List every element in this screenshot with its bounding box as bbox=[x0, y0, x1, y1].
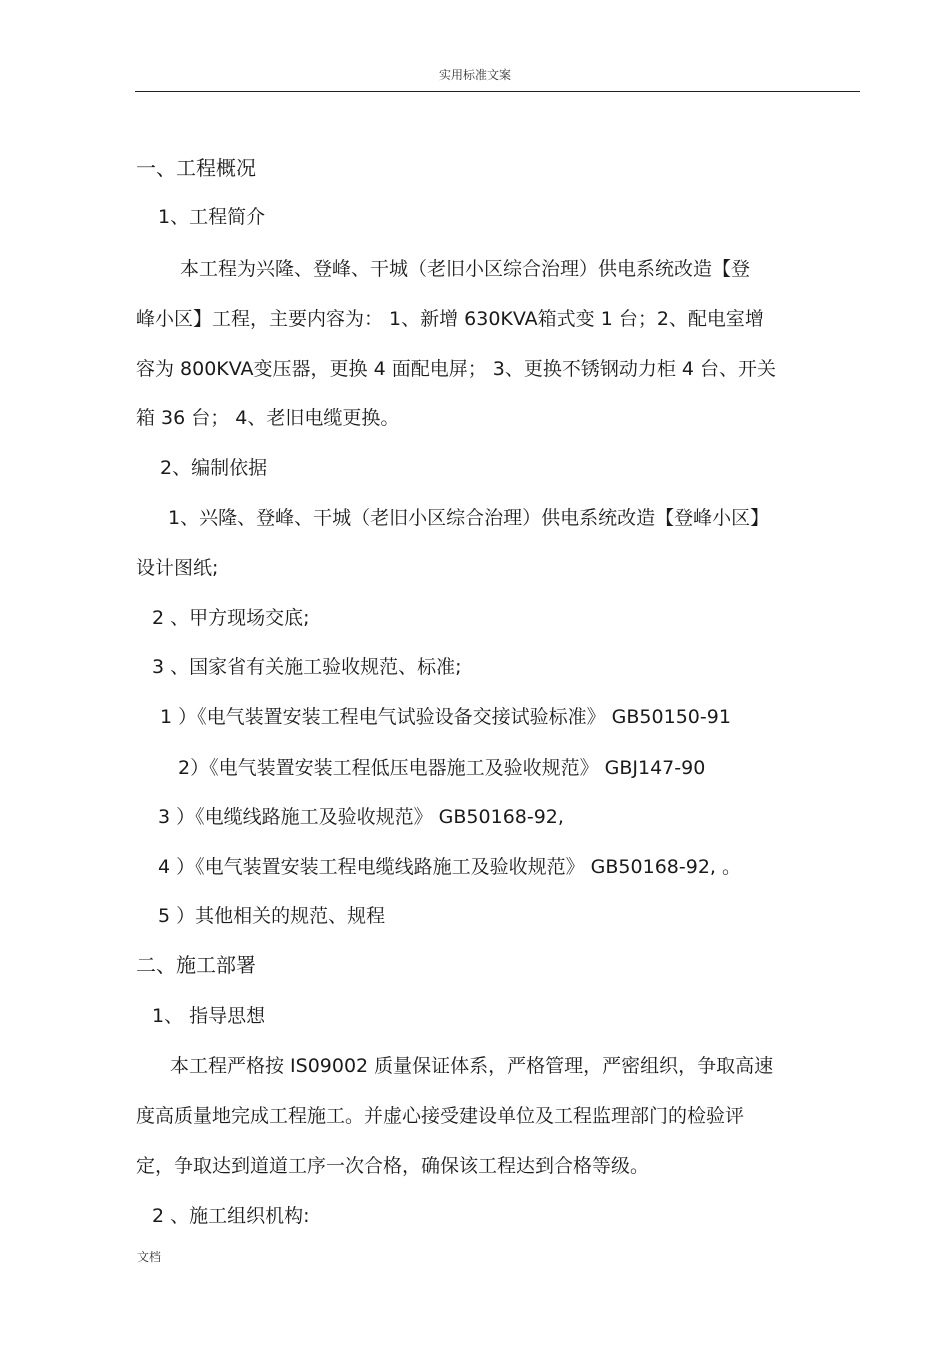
header-rule bbox=[135, 91, 860, 92]
subheading-project-intro: 1、工程简介 bbox=[158, 206, 266, 228]
paragraph-line: 峰小区】工程，主要内容为： 1、新增 630KVA箱式变 1 台；2、配电室增 bbox=[136, 308, 764, 330]
page-footer: 文档 bbox=[137, 1250, 162, 1264]
list-item: 3 、国家省有关施工验收规范、标准; bbox=[152, 656, 462, 678]
standard-item: 1 ）《电气装置安装工程电气试验设备交接试验标准》 GB50150-91 bbox=[160, 706, 731, 728]
paragraph-line: 本工程严格按 IS09002 质量保证体系，严格管理，严密组织，争取高速 bbox=[170, 1055, 774, 1077]
list-item: 1、兴隆、登峰、干城（老旧小区综合治理）供电系统改造【登峰小区】 bbox=[168, 507, 770, 529]
paragraph-line: 箱 36 台； 4、老旧电缆更换。 bbox=[136, 407, 400, 429]
paragraph-line: 本工程为兴隆、登峰、干城（老旧小区综合治理）供电系统改造【登 bbox=[180, 258, 751, 280]
paragraph-line: 定，争取达到道道工序一次合格，确保该工程达到合格等级。 bbox=[136, 1155, 650, 1177]
list-item: 2 、甲方现场交底; bbox=[152, 607, 310, 629]
paragraph-line: 容为 800KVA变压器，更换 4 面配电屏； 3、更换不锈钢动力柜 4 台、开关 bbox=[136, 358, 777, 380]
standard-item: 2）《电气装置安装工程低压电器施工及验收规范》 GBJ147-90 bbox=[178, 757, 706, 779]
section-heading-deployment: 二、施工部署 bbox=[136, 953, 256, 977]
list-item: 设计图纸; bbox=[136, 557, 219, 579]
paragraph-line: 度高质量地完成工程施工。并虚心接受建设单位及工程监理部门的检验评 bbox=[136, 1105, 745, 1127]
section-heading-overview: 一、工程概况 bbox=[136, 156, 256, 180]
subheading-guiding-idea: 1、 指导思想 bbox=[152, 1005, 266, 1027]
standard-item: 5 ）其他相关的规范、规程 bbox=[158, 905, 386, 927]
standard-item: 4 ）《电气装置安装工程电缆线路施工及验收规范》 GB50168-92, 。 bbox=[158, 856, 741, 878]
page-header: 实用标准文案 bbox=[438, 68, 511, 82]
subheading-organization: 2 、施工组织机构: bbox=[152, 1205, 310, 1227]
standard-item: 3 ）《电缆线路施工及验收规范》 GB50168-92, bbox=[158, 806, 564, 828]
subheading-basis: 2、编制依据 bbox=[160, 457, 268, 479]
